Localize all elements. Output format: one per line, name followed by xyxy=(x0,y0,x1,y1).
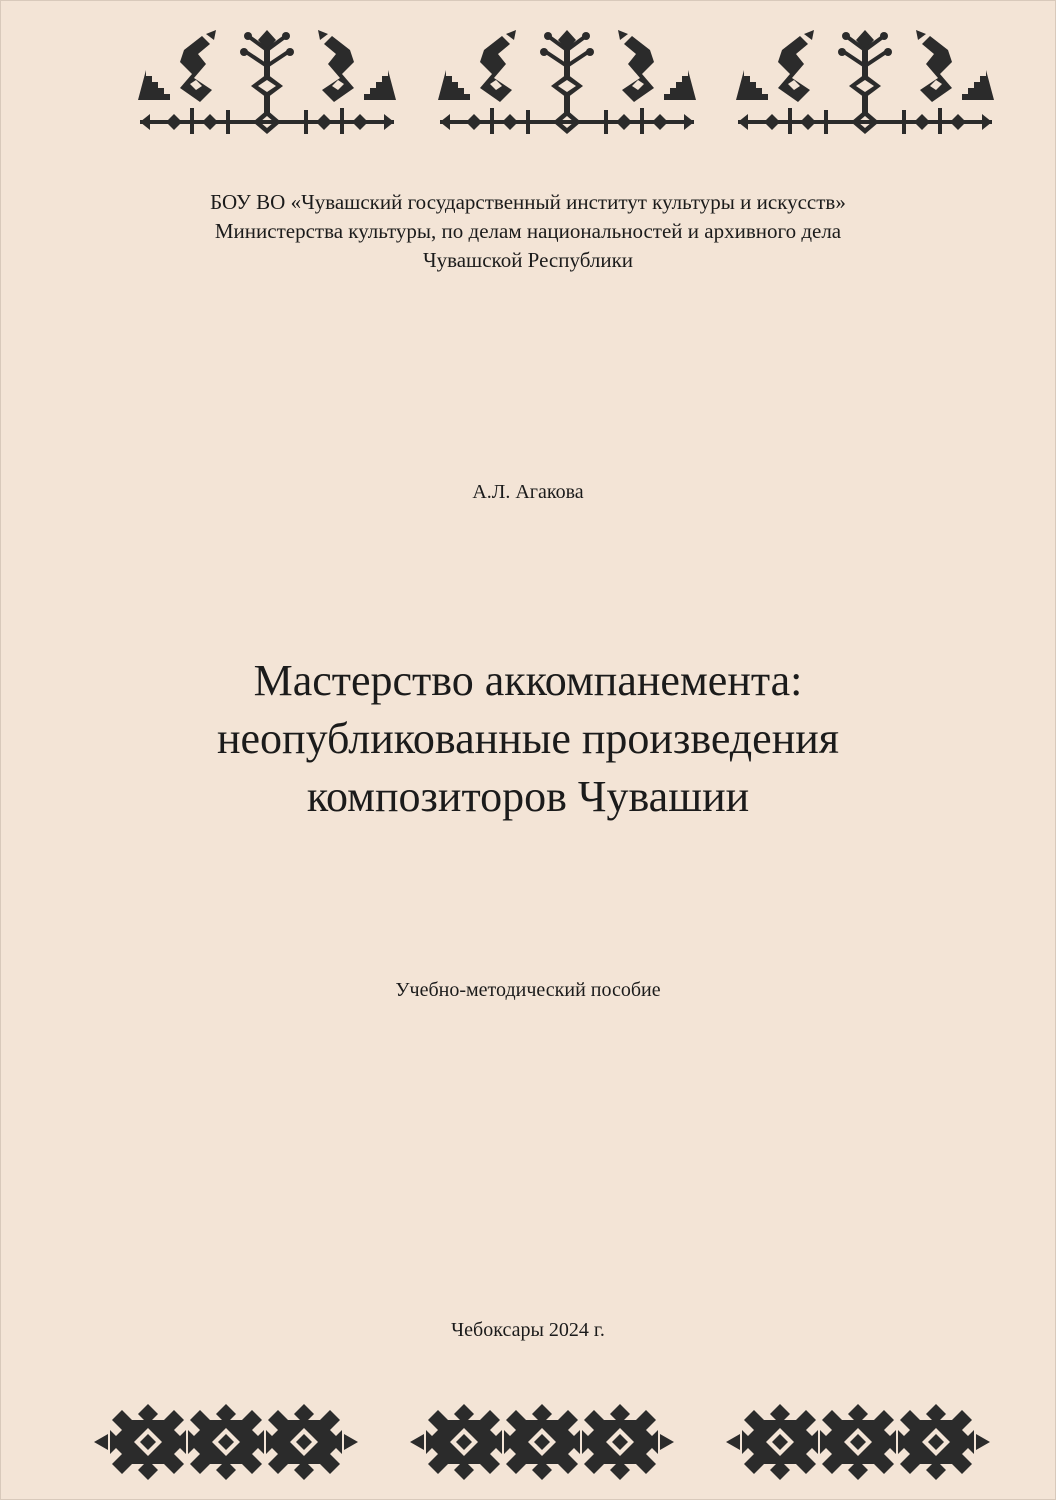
bottom-ornament-band xyxy=(0,1402,1056,1482)
document-type: Учебно-методический пособие xyxy=(395,979,661,1001)
institution-line-3: Чувашской Республики xyxy=(422,248,634,272)
bird-tree-ornament-center xyxy=(438,30,696,134)
title-line-1: Мастерство аккомпанемента: xyxy=(253,656,803,705)
top-ornament-band xyxy=(0,28,1056,140)
document-title xyxy=(0,652,1056,826)
rosette-ornament-left xyxy=(94,1404,358,1480)
title-line-3: композиторов Чувашии xyxy=(306,772,750,821)
institution-line-1: БОУ ВО «Чувашский государственный институт культуры и искусств» xyxy=(210,190,846,214)
title-line-2: неопубликованные произведения xyxy=(216,714,840,763)
author-name: А.Л. Агакова xyxy=(472,481,584,503)
rosette-ornament-right xyxy=(726,1404,990,1480)
rosette-ornament-center xyxy=(410,1404,674,1480)
institution-header xyxy=(0,188,1056,275)
institution-line-2: Министерства культуры, по делам национальностей и архивного дела xyxy=(214,219,842,243)
bird-tree-ornament-right xyxy=(736,30,994,134)
bird-tree-ornament-left xyxy=(138,30,396,134)
city-year: Чебоксары 2024 г. xyxy=(451,1319,605,1341)
